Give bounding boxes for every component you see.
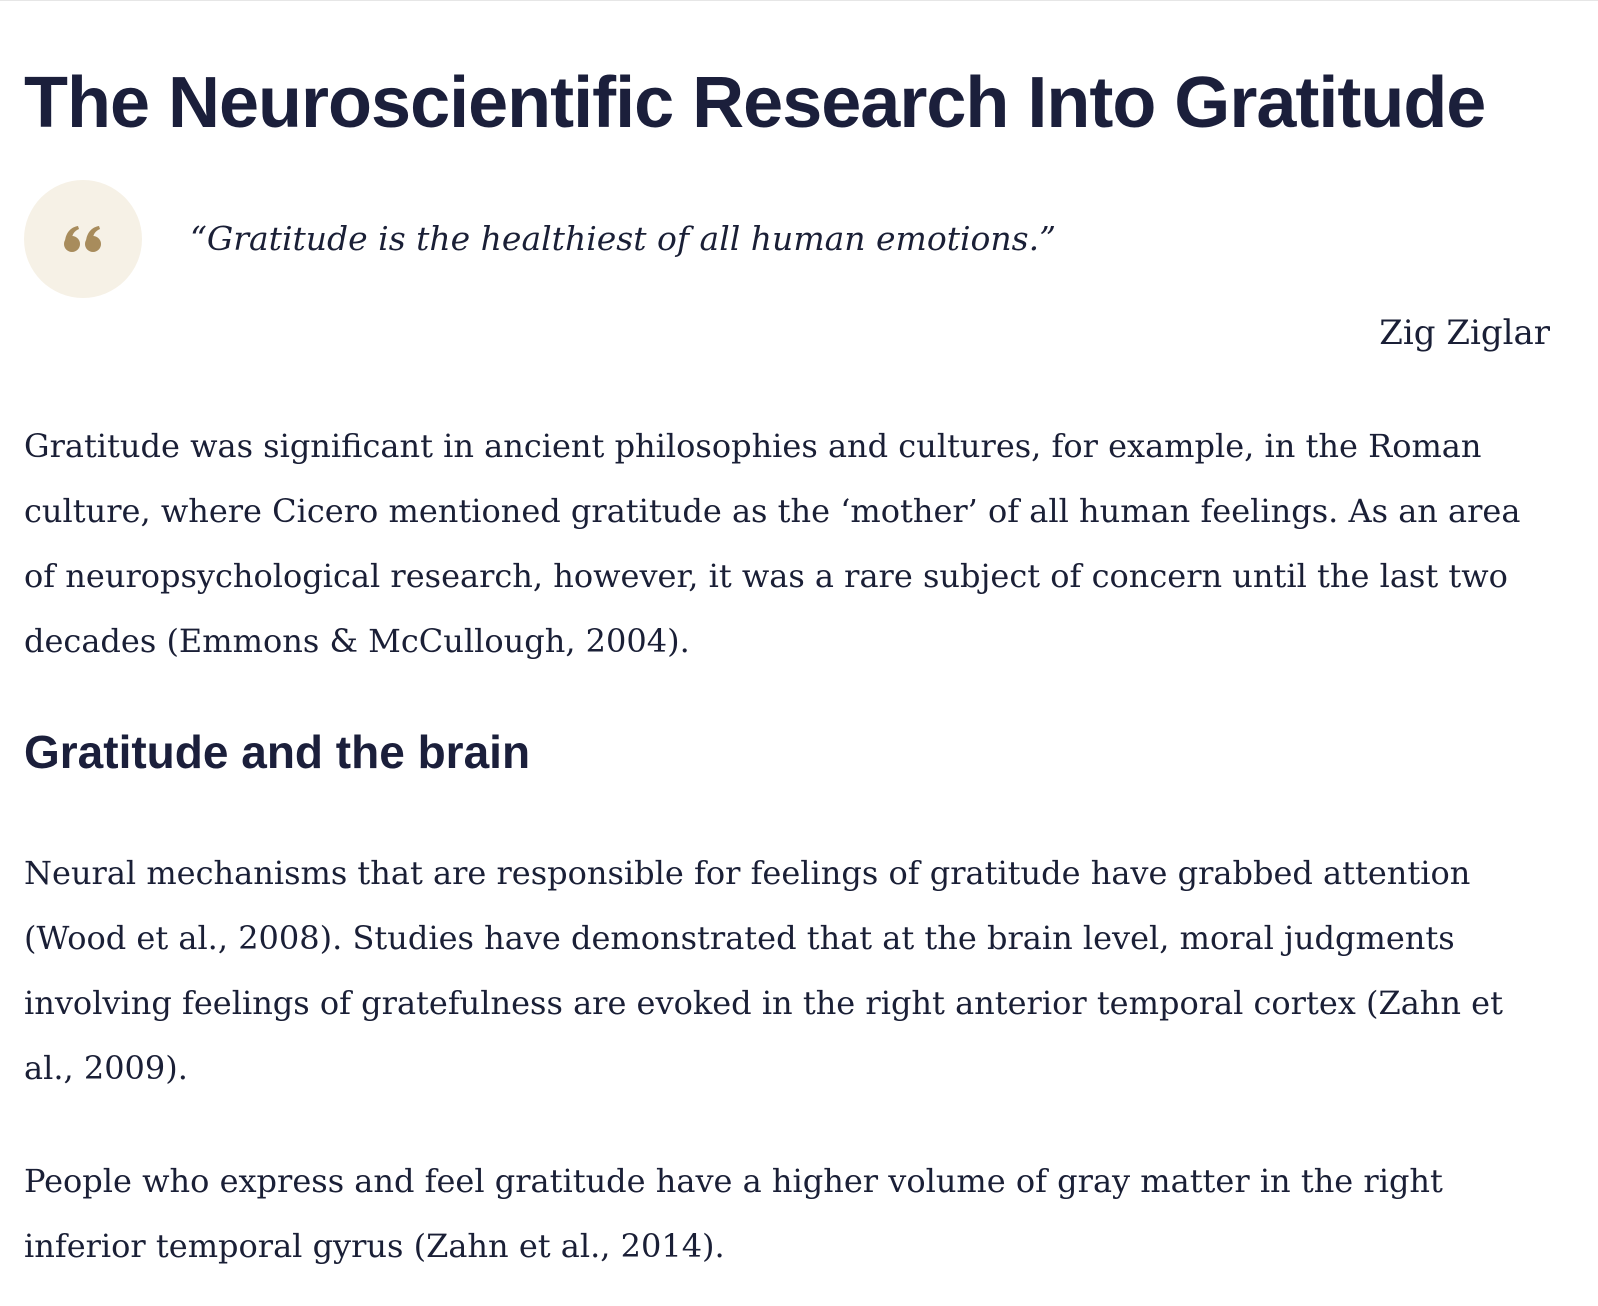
section-paragraph: People who express and feel gratitude have a higher volume of gray matter in the right inferior temporal gyrus (Zahn et al., 2014). — [24, 1162, 1443, 1265]
top-divider — [0, 0, 1598, 1]
blockquote — [24, 180, 1550, 370]
page-title: The Neuroscientific Research Into Gratitude — [24, 63, 1486, 143]
quote-text: “Gratitude is the healthiest of all human emotions.” — [190, 219, 1056, 258]
section-paragraph: Neural mechanisms that are responsible for feelings of gratitude have grabbed attention (Wood et al., 2008). Studies have demonstrated that at the brain level, moral judgments involving feelings of gratefulness are evoked in the right anterior temporal cortex (Zahn et al., 2009). — [24, 854, 1503, 1087]
quote-author: Zig Ziglar — [1379, 313, 1550, 353]
quote-badge — [24, 180, 142, 298]
intro-paragraph: Gratitude was significant in ancient philosophies and cultures, for example, in the Roman culture, where Cicero mentioned gratitude as the ‘mother’ of all human feelings. As an area of neuropsychological research, however, it was a rare subject of concern until the last two decades (Emmons & McCullough, 2004). — [24, 427, 1521, 660]
quote-mark-icon — [63, 225, 103, 253]
section-heading: Gratitude and the brain — [24, 726, 531, 778]
